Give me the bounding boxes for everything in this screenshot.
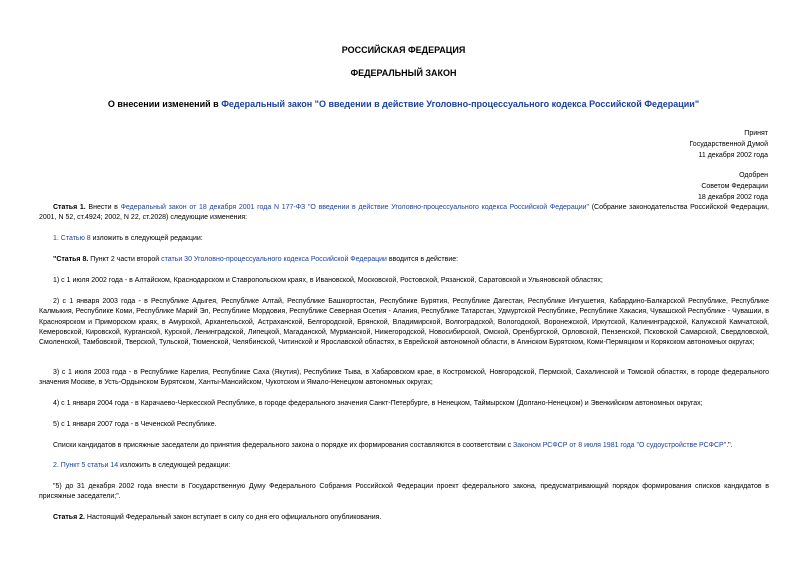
article-1-label: Статья 1.	[53, 204, 86, 211]
article-8-label: "Статья 8.	[53, 256, 89, 263]
article-2-text: Настоящий Федеральный закон вступает в силу со дня его официального опубликования.	[84, 514, 382, 521]
article-1-paragraph	[39, 203, 769, 224]
jurors-text-end: .".	[726, 442, 733, 449]
approved-block	[698, 170, 768, 203]
article-1-text-b: (Собрание законодательства Российской Федерации, 2001, N 52, ст.4924; 2002, N 22, ст.2028) следующие изменения:	[39, 204, 769, 222]
item-1-number[interactable]: 1.	[53, 235, 61, 242]
clause-1: 1) с 1 июля 2002 года - в Алтайском, Краснодарском и Ставропольском краях, в Ивановской, Московской, Ростовской, Рязанской, Саратовской и Ульяновской областях;	[53, 277, 603, 284]
article-1-text-a: Внести в	[85, 204, 121, 211]
article-8-text-b: вводится в действие:	[386, 256, 459, 263]
jurors-text: Списки кандидатов в присяжные заседатели до принятия федерального закона о порядке их формирования составляются в соответствии с	[53, 442, 514, 449]
article-8-link[interactable]: Статью 8	[60, 235, 91, 242]
article-30-link[interactable]: статьи 30 Уголовно-процессуального кодекса Российской Федерации	[161, 256, 387, 263]
clause-4: 4) с 1 января 2004 года - в Карачаево-Черкесской Республике, в городе федерального значения Санкт-Петербурге, в Ненецком, Таймырском (Долгано-Ненецком) и Эвенкийском автономных округах;	[53, 400, 703, 407]
law-type-heading: ФЕДЕРАЛЬНЫЙ ЗАКОН	[350, 68, 457, 78]
approved-date: 18 декабря 2002 года	[697, 194, 768, 201]
approved-by: Советом Федерации	[701, 183, 768, 190]
clause-5-new-text: "5) до 31 декабря 2002 года внести в Государственную Думу Федерального Собрания Российской Федерации проект федерального закона, предусматривающий порядок формирования списков кандидатов в присяжные заседатели;".	[39, 483, 769, 501]
clause-2: 2) с 1 января 2003 года - в Республике Адыгея, Республике Алтай, Республике Башкортостан, Республике Бурятия, Республике Дагестан, Республике Ингушетия, Кабардино-Балкарской Республике, Республике Калмыкия, Республике Коми, Республике Марий Эл, Республике Мордовия, Республике Северная Осетия - Алания, Республике Татарстан, Удмуртской Республике, Республике Хакасия, Чувашской Республике - Чувашии, в Красноярском и Приморском краях, в Амурской, Архангельской, Астраханской, Белгородской, Брянской, Владимирской, Волгоградской, Вологодской, Воронежской, Иркутской, Калининградской, Калужской Камчатской, Кемеровской, Кировской, Курганской, Курской, Ленинградской, Липецкой, Магаданской, Мурманской, Нижегородской, Новосибирской, Омской, Оренбургской, Орловской, Пензенской, Псковской Самарской, Свердловской, Смоленской, Тамбовской, Тверской, Тульской, Тюменской, Челябинской, Читинской и Ярославской областях, в Еврейской автономной области, в Агинском Бурятском, Коми-Пермяцком и Корякском автономных округах;	[39, 298, 769, 347]
amended-law-link[interactable]: Федеральный закон "О введении в действие Уголовно-процессуального кодекса Российской Федерации"	[221, 99, 700, 109]
item-2-number[interactable]: 2.	[53, 462, 61, 469]
item-1-text: изложить в следующей редакции:	[90, 235, 203, 242]
adopted-block	[689, 128, 768, 161]
adopted-date: 11 декабря 2002 года	[698, 152, 768, 159]
rsfsr-law-link[interactable]: Законом РСФСР от 8 июля 1981 года "О судоустройстве РСФСР"	[513, 442, 727, 449]
item-2-paragraph	[39, 461, 769, 471]
clause-5: 5) с 1 января 2007 года - в Чеченской Республике.	[53, 421, 217, 428]
law-title	[0, 99, 807, 109]
item-1-paragraph	[39, 234, 769, 244]
adopted-label: Принят	[744, 130, 768, 137]
jurors-paragraph	[39, 441, 769, 451]
law-177fz-link[interactable]: Федеральный закон от 18 декабря 2001 года N 177-ФЗ "О введении в действие Уголовно-процессуального кодекса Российской Федерации"	[120, 204, 590, 211]
article-8-paragraph	[39, 255, 769, 265]
article-2-label: Статья 2.	[53, 514, 85, 521]
article-8-text-a: Пункт 2 части второй	[88, 256, 162, 263]
approved-label: Одобрен	[739, 172, 768, 179]
clause-3: 3) с 1 июля 2003 года - в Республике Карелия, Республике Саха (Якутия), Республике Тыва, в Хабаровском крае, в Костромской, Новгородской, Пермской, Сахалинской и Томской областях, в городе федерального значения Москве, в Усть-Ордынском Бурятском, Ханты-Мансийском, Чукотском и Ямало-Ненецком автономных округах;	[39, 369, 769, 387]
article-2-paragraph	[39, 513, 769, 523]
adopted-by: Государственной Думой	[689, 141, 768, 148]
country-heading: РОССИЙСКАЯ ФЕДЕРАЦИЯ	[341, 45, 466, 55]
law-title-prefix: О внесении изменений в	[107, 99, 222, 109]
item-2-text: изложить в следующей редакции:	[118, 462, 231, 469]
clause-5-article-14-link[interactable]: Пункт 5 статьи 14	[60, 462, 119, 469]
